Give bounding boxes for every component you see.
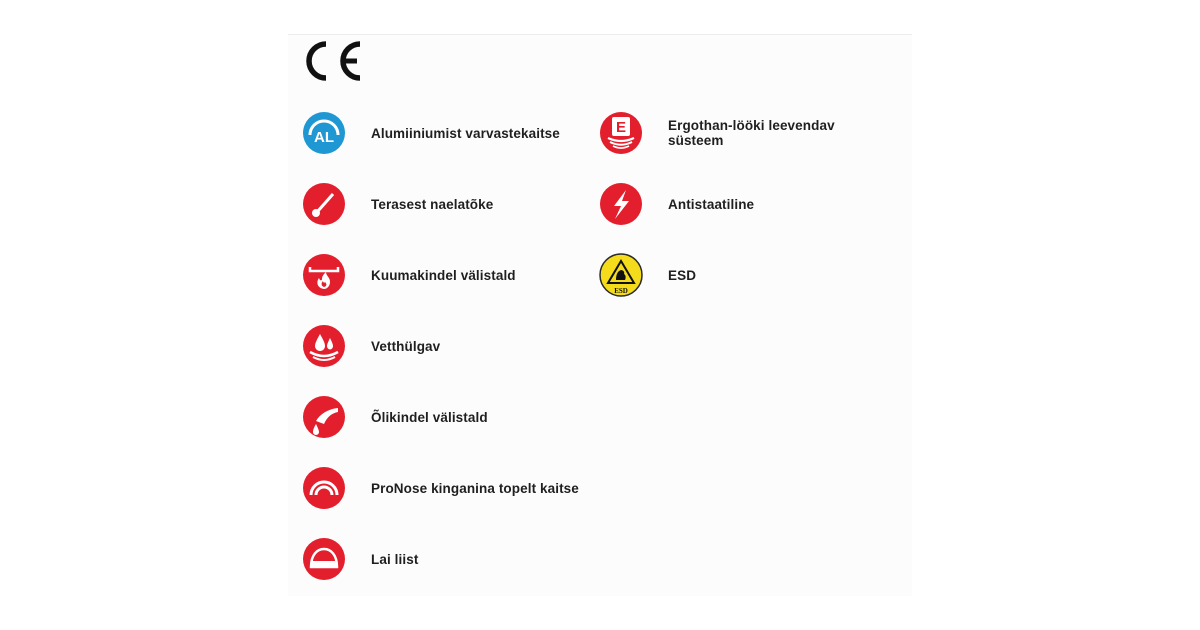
feature-oil-resistant-outsole [302,395,488,439]
water-repellent-icon [302,324,346,368]
feature-label: Õlikindel välistald [371,409,488,425]
ergothan-shock-absorbing-icon [599,111,643,155]
feature-label: Terasest naelatõke [371,196,494,212]
features-panel [288,34,912,596]
feature-ergothan-shock-absorbing [599,111,835,155]
heat-resistant-outsole-icon [302,253,346,297]
feature-esd [599,253,696,297]
feature-antistatic [599,182,754,226]
aluminium-icon-text: AL [314,129,334,146]
aluminium-toe-cap-icon [302,111,346,155]
oil-resistant-outsole-icon [302,395,346,439]
feature-pronose-double-protection [302,466,579,510]
feature-label: Vetthülgav [371,338,441,354]
feature-water-repellent [302,324,440,368]
pronose-double-protection-icon [302,466,346,510]
feature-heat-resistant-outsole [302,253,516,297]
ergothan-icon-text: E [615,119,627,136]
feature-aluminium-toe-cap [302,111,560,155]
esd-icon-text: ESD [614,287,628,295]
steel-nail-protection-icon [302,182,346,226]
feature-steel-nail-protection [302,182,493,226]
feature-label: Lai liist [371,551,419,567]
feature-label: Ergothan-lööki leevendav süsteem [668,118,835,148]
feature-label: Antistaatiline [668,196,755,212]
feature-wide-last [302,537,418,581]
antistatic-icon [599,182,643,226]
feature-label: Kuumakindel välistald [371,267,516,283]
feature-label: Alumiiniumist varvastekaitse [371,125,560,141]
esd-icon [599,253,643,297]
ce-mark-icon [302,39,364,83]
feature-label: ESD [668,267,697,283]
feature-label: ProNose kinganina topelt kaitse [371,480,579,496]
wide-last-icon [302,537,346,581]
